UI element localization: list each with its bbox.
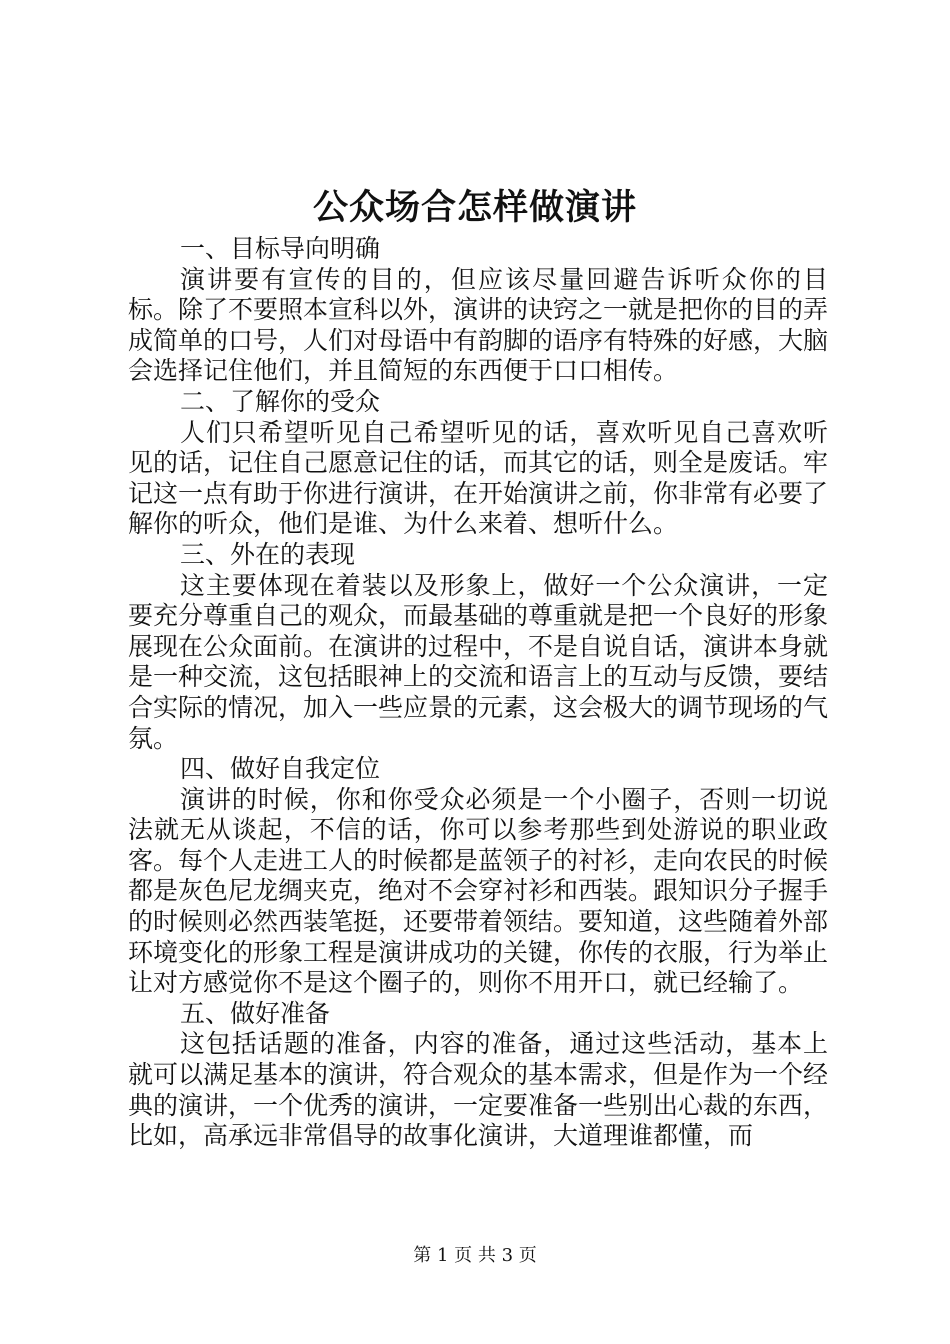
section-heading: 二、了解你的受众 [180,386,381,416]
section-paragraph: 演讲的时候，你和你受众必须是一个小圈子，否则一切说法就无从谈起，不信的话，你可以参考那些到处游说的职业政客。每个人走进工人的时候都是蓝领子的衬衫，走向农民的时候都是灰色尼龙绸夹克，绝对不会穿衬衫和西装。跟知识分子握手的时候则必然西装笔挺，还要带着领结。要知道，这些随着外部环境变化的形象工程是演讲成功的关键，你传的衣服，行为举止让对方感觉你不是这个圈子的，则你不用开口，就已经输了。 [128,784,829,998]
section-heading: 四、做好自我定位 [180,754,381,784]
document-body [128,234,828,1152]
section-heading: 三、外在的表现 [180,539,356,569]
section-paragraph: 演讲要有宣传的目的，但应该尽量回避告诉听众你的目标。除了不要照本宣科以外，演讲的诀窍之一就是把你的目的弄成简单的口号，人们对母语中有韵脚的语序有特殊的好感，大脑会选择记住他们，并且简短的东西便于口口相传。 [128,264,829,386]
section-paragraph: 这包括话题的准备，内容的准备，通过这些活动，基本上就可以满足基本的演讲，符合观众的基本需求，但是作为一个经典的演讲，一个优秀的演讲，一定要准备一些别出心裁的东西，比如，高承远非常倡导的故事化演讲，大道理谁都懂，而 [128,1029,829,1151]
section-paragraph: 人们只希望听见自己希望听见的话，喜欢听见自己喜欢听见的话，记住自己愿意记住的话，而其它的话，则全是废话。牢记这一点有助于你进行演讲，在开始演讲之前，你非常有必要了解你的听众，他们是谁、为什么来着、想听什么。 [128,417,829,539]
document-title: 公众场合怎样做演讲 [312,187,637,228]
section-paragraph: 这主要体现在着装以及形象上，做好一个公众演讲，一定要充分尊重自己的观众，而最基础的尊重就是把一个良好的形象展现在公众面前。在演讲的过程中，不是自说自话，演讲本身就是一种交流，这包括眼神上的交流和语言上的互动与反馈，要结合实际的情况，加入一些应景的元素，这会极大的调节现场的气氛。 [128,570,829,753]
section-1 [128,234,828,387]
section-2 [128,387,828,540]
section-5 [128,999,828,1152]
page-number-footer: 第 1 页 共 3 页 [413,1245,537,1266]
section-heading: 一、目标导向明确 [180,234,381,263]
section-4 [128,754,828,999]
section-heading: 五、做好准备 [180,998,331,1028]
section-3 [128,540,828,754]
